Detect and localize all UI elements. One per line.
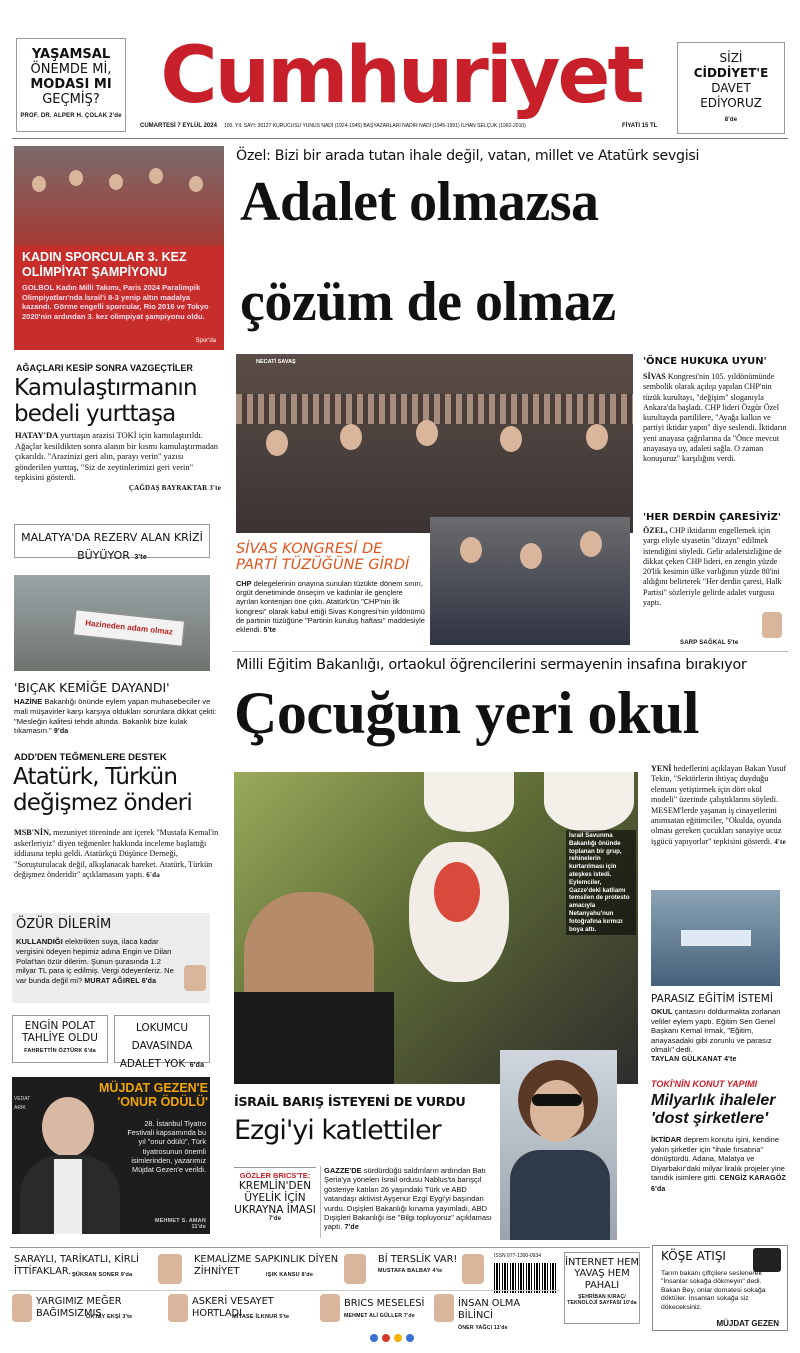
teaser-line: MODASI MI	[30, 77, 112, 92]
sivas-body-block	[236, 579, 426, 635]
brics-kicker: GÖZLER BRICS'TE:	[239, 1171, 311, 1180]
agac-body: yurttaşın arazisi TOKİ için kamulaştırıldı. Ağaçlar kesildikten sonra alanın bir kısmı kamulaştırmadan çıkarıldı. "Arazinizi geri alın, parayı verin" yazısı gönderilen yurttaş, "Siz de zeytinlerimizi geri verin" tepkisini gösterdi.	[15, 430, 218, 483]
masthead-price: FİYATI 15 TL	[622, 123, 658, 129]
bottom-item-byline: ÖNER YAĞCI 11'de	[458, 1325, 508, 1331]
agac-body-block	[15, 430, 221, 494]
engin-byline: FAHRETTİN ÖZTÜRK 6'da	[24, 1048, 96, 1054]
masthead-rule	[12, 138, 788, 139]
author-photo	[762, 612, 782, 638]
poster-face	[424, 772, 514, 832]
ozur-title: ÖZÜR DİLERİM	[16, 917, 112, 932]
lokumcu-title: LOKUMCU DAVASINDA ADALET YOK	[119, 1022, 193, 1070]
ozur-box[interactable]	[12, 913, 210, 1003]
agac-kicker: AĞAÇLARI KESİP SONRA VAZGEÇTİLER	[16, 363, 193, 373]
masthead-date: CUMARTESİ 7 EYLÜL 2024	[140, 123, 217, 129]
sports-photo	[14, 146, 224, 246]
ezgi-kicker: İSRAİL BARIŞ İSTEYENİ DE VURDU	[234, 1095, 466, 1110]
author-photo	[344, 1254, 366, 1284]
protest-banner: Hazineden adam olmaz	[73, 609, 185, 646]
parasiz-byline: TAYLAN GÜLKANAT 4'te	[651, 1055, 737, 1063]
protester-shirt	[234, 992, 394, 1084]
parasiz-title: PARASIZ EĞİTİM İSTEMİ	[651, 993, 773, 1005]
athlete-face	[149, 168, 163, 184]
kadin-ref: Spor'da	[195, 338, 216, 344]
author-photo	[184, 965, 206, 991]
bottom-item-byline: MİYASE İLKNUR 5'te	[232, 1314, 290, 1320]
ezgi-photo	[500, 1050, 617, 1240]
dot-icon	[370, 1334, 378, 1342]
engin-box[interactable]	[12, 1015, 108, 1063]
mujdat-panel[interactable]	[12, 1077, 210, 1234]
red-paint	[434, 862, 480, 922]
teaser-line: DAVET	[711, 81, 751, 95]
ezgi-lead: GAZZE'DE	[324, 1166, 362, 1175]
author-photo	[168, 1294, 188, 1322]
sivas-line-1: SİVAS KONGRESİ DE	[236, 541, 383, 557]
ozur-body: elektrikten suya, ilaca kadar vergisini ödeyen hepimiz adına Engin ve Dilan Polat'tan özür dilerim. Şunun şurasında 1.2 milyar TL para iç edilmiş. Vergi ödeyenleriz. Ne var bunda değil mi?	[16, 937, 174, 986]
author-photo	[12, 1294, 32, 1322]
egitim-title[interactable]: Çocuğun yeri okul	[234, 680, 699, 746]
parasiz-body: çantasını doldurmakta zorlanan veliler eylem yaptı. Eğitim Sen Genel Başkanı Kemal Irmak, "Eğitim, anayasadaki gibi zorunlu ve parasız olmalı" dedi.	[651, 1007, 781, 1055]
sivas-title[interactable]	[236, 541, 428, 573]
bottom-item-title: SARAYLI, TARİKATLI, KİRLİ İTTİFAKLAR...	[14, 1254, 139, 1277]
top-left-teaser[interactable]	[16, 38, 126, 132]
ezgi-face	[530, 1080, 584, 1142]
ezgi-title[interactable]: Ezgi'yi katlettiler	[234, 1115, 441, 1146]
ozur-byline: MURAT AĞIREL 6'da	[84, 978, 157, 986]
egitim-ref: 4'te	[774, 837, 786, 846]
derdin-body-block[interactable]	[643, 526, 788, 608]
parasiz-photo	[651, 890, 780, 986]
teaser-line: SİZİ	[719, 51, 743, 65]
agac-title[interactable]: Kamulaştırmanın bedeli yurttaşa	[14, 375, 197, 427]
egitim-lead: YENİ	[651, 764, 672, 773]
bicak-title: 'BIÇAK KEMİĞE DAYANDI'	[14, 680, 170, 695]
malatya-box[interactable]	[14, 524, 210, 562]
person-face	[500, 426, 522, 452]
malatya-ref: 3'te	[134, 554, 147, 561]
mujdat-body: 28. İstanbul Tiyatro Festivali kapsamında bu yıl "onur ödülü", Türk tiyatrosunun önemli isimlerinden, yazarımız Müjdat Gezen'e verildi.	[127, 1119, 206, 1175]
page-dots	[370, 1334, 430, 1344]
dot-icon	[406, 1334, 414, 1342]
bottom-item-byline: OKTAY EKŞİ 3'te	[86, 1314, 133, 1320]
bottom-item-byline: ŞÜKRAN SONER 9'da	[72, 1272, 133, 1278]
person-face	[586, 424, 608, 450]
teaser-line: CİDDİYET'E	[693, 66, 769, 80]
bottom-item-title: İNSAN OLMA BİLİNCİ	[458, 1298, 521, 1321]
derdin-body: CHP iktidarını engellemek için yargı eliyle siyasetin "dizayn" edilmek istendiğini söyledi. Gelir adaletsizliğine de dikkat çeken CHP lideri, en zengin yüzde 20'lik kesimin ülke varlığının yüzde 80'ini aldığını belirterek "Her derdin çaresi, Halk Partisi" sözleriyle gelirde adalet vurgusu yaptı.	[643, 526, 782, 608]
teaser-line: ÖNEMDE Mİ,	[30, 62, 112, 77]
brics-ref: 7'de	[268, 1216, 282, 1222]
teaser-byline: PROF. DR. ALPER H. ÇOLAK 2'de	[20, 113, 122, 119]
protest-photo	[14, 575, 210, 671]
hukuk-body-block[interactable]	[643, 372, 788, 465]
toki-body: deprem konutu işini, kendine yakın şirketler için "ihale fırsatına" dönüştürdü. Adana, Malatya ve Diyarbakır'daki milyar liralık projeler yine tanıdık isimlere gitti.	[651, 1135, 785, 1183]
hukuk-lead: SİVAS	[643, 372, 666, 381]
bottom-item[interactable]	[36, 1296, 166, 1320]
person-face	[460, 537, 482, 563]
headline-line-2[interactable]: çözüm de olmaz	[240, 271, 616, 333]
lokumcu-ref: 6'da	[189, 1062, 205, 1069]
sivas-lead: CHP	[236, 579, 252, 588]
bottom-item-byline: IŞIK KANSU 8'de	[266, 1272, 314, 1278]
athlete-face	[189, 176, 203, 192]
person-face	[520, 543, 542, 569]
lokumcu-box[interactable]	[114, 1015, 210, 1070]
mujdat-author: VEDAT ARIK	[14, 1096, 31, 1111]
ezgi-body: sürdürdüğü saldırıların ardından Batı Şeria'ya yönelen İsrail ordusu Nablus'ta barışçıl gösteriye katılan 26 yaşındaki Türk ve ABD vatandaşı aktivist Ayşenur Ezgi Eygi'yi başından vurdu. Dışişleri Bakanlığı kınama yayımladı, ABD Dışişleri Bakanlığı ise "Bilgi topluyoruz" açıklaması yaptı.	[324, 1166, 492, 1232]
person-face	[266, 430, 288, 456]
bicak-block[interactable]	[14, 697, 218, 737]
teaser-byline: 8'de	[724, 117, 738, 123]
bicak-body: Bakanlığı önünde eylem yapan muhasebeciler ve mali müşavirler karşı karşıya oldukları sorunlara dikkat çekti: "Mesleğin kalitesi tehdit altında. Bakanlık bize kulak tıkamasın."	[14, 697, 217, 736]
column-rule	[320, 1166, 321, 1238]
bottom-rule	[10, 1290, 560, 1291]
ezgi-shirt	[510, 1150, 610, 1240]
bicak-ref: 9'da	[53, 728, 69, 736]
toki-lead: İKTİDAR	[651, 1135, 682, 1144]
bottom-item[interactable]	[194, 1254, 344, 1278]
teaser-line: GEÇMİŞ?	[42, 92, 100, 107]
kose-byline: MÜJDAT GEZEN	[716, 1319, 779, 1328]
athlete-face	[69, 170, 83, 186]
barcode-block	[494, 1252, 560, 1302]
parasiz-body-block[interactable]	[651, 1007, 787, 1065]
dot-icon	[382, 1334, 390, 1342]
bottom-item-title: KEMALİZME SAPKINLIK DİYEN ZİHNİYET	[194, 1254, 339, 1277]
toki-kicker: TOKİ'NİN KONUT YAPIMI	[651, 1079, 758, 1089]
kadin-title: KADIN SPORCULAR 3. KEZ OLİMPİYAT ŞAMPİYONU	[22, 250, 187, 279]
kadin-body: GOLBOL Kadın Milli Takımı, Paris 2024 Paralimpik Olimpiyatları'nda İsrail'i 8-3 yenip altın madalya kazandı. Görme engelli sporcular, Rio 2016 ve Tokyo 2020'nin ardından 3. kez olimpiyat şampiyonu oldu.	[22, 283, 209, 321]
author-photo	[320, 1294, 340, 1322]
bottom-item[interactable]	[14, 1254, 154, 1278]
brics-body: KREMLİN'DEN ÜYELİK İÇİN UKRAYNA İMASI	[234, 1180, 316, 1216]
internet-byline: ŞEHRİBAN KIRAÇ/ TEKNOLOJİ SAYFASI 10'da	[567, 1294, 637, 1307]
sivas-ref: 5'te	[263, 627, 277, 635]
engin-title: ENGİN POLAT TAHLİYE OLDU	[22, 1020, 98, 1044]
leaders-photo	[430, 517, 630, 645]
bottom-item-title: Bİ TERSLİK VAR!	[378, 1254, 458, 1265]
author-photo	[434, 1294, 454, 1322]
audience-row	[236, 394, 633, 424]
derdin-lead: ÖZEL,	[643, 526, 668, 535]
brics-box[interactable]	[234, 1167, 316, 1237]
athlete-face	[32, 176, 46, 192]
bicak-lead: HAZİNE	[14, 697, 43, 706]
bottom-item[interactable]	[192, 1296, 320, 1320]
bottom-item-title: BRICS MESELESİ	[344, 1298, 425, 1309]
kose-atisi-box[interactable]	[652, 1245, 788, 1331]
sivas-line-2: PARTİ TÜZÜĞÜNE GİRDİ	[236, 557, 410, 573]
mujdat-shirt	[54, 1159, 82, 1234]
derdin-byline: SARP SAĞKAL 5'te	[680, 640, 739, 646]
masthead-title: Cumhuriyet	[160, 31, 642, 121]
kose-body: Tarım bakanı çiftçilere seslenerek "İnsanlar sokağa dökmeyin" dedi. Bakan Bey, onlar domatesi sokağa döktüler. İnsanları sokağa siz dökeceksiniz.	[661, 1270, 766, 1311]
sivas-body: delegelerinin onayına sunulan tüzükte dönem sınırı, örgüt denetiminde önseçim ve kadınlar ile gençlere ayrılan kontenjan öne çıktı. Atatürk'ün "CHP'nin ilk kongresi" olarak kabul ettiği Sivas Kongresi'nin yıldönümü de partinin tüzüğüne "Partinin kuruluş haftası" maddesiyle eklendi.	[236, 579, 425, 635]
hukuk-title: 'ÖNCE HUKUKA UYUN'	[643, 356, 767, 367]
teaser-line: YAŞAMSAL	[31, 47, 111, 62]
dot-icon	[394, 1334, 402, 1342]
kose-cartoon-icon	[753, 1248, 781, 1272]
teaser-line: EDİYORUZ	[700, 96, 762, 110]
sunglasses	[532, 1094, 582, 1106]
israil-caption: İsrail Savunma Bakanlığı önünde toplanan bir grup, rehinelerin kurtarılması için ateşkes istedi. Eylemciler, Gazze'deki katliamı temsilen de protesto amacıyla Netanyahu'nun fotoğrafına kırmızı boya attı.	[566, 830, 636, 935]
masthead-info: 100. YIL SAYI: 36127 KURUCUSU YUNUS NADİ (1924-1945) BAŞYAZARLARI NADİR NADİ (1945-1991) İLHAN SELÇUK (1992-2010)	[224, 123, 526, 129]
poster-face	[544, 772, 634, 832]
add-kicker: ADD'DEN TEĞMENLERE DESTEK	[14, 752, 167, 763]
egitim-body: hedeflerini açıklayan Bakan Yusuf Tekin, "Sektörlerin ihtiyaç duyduğu elemanı yetiştirmek için dört okul modeli" üzerinde çalıştıklarını söyledi. MESEM'lerde yaşanan iş cinayetlerini anımsatan eğitimciler, "Okulda, oyunda olması gereken çocukları sanayiye ucuz işgücü yapıyorlar" tepkisini gösterdi.	[651, 764, 787, 846]
ezgi-ref: 7'de	[344, 1224, 359, 1232]
add-ref: 6'da	[146, 871, 160, 880]
add-body: mezuniyet töreninde ant içerek "Mustafa Kemal'in askerleriyiz" diyen teğmenler hakkında inceleme başlattığı iddiasına tepki geldi. Atatürkçü Düşünce Derneği, "Soruşturulacak değil, alkışlanacak hareket. Atatürk, Türkün değişmez önderidir" açıklamasını yaptı.	[14, 828, 219, 880]
egitim-kicker: Milli Eğitim Bakanlığı, ortaokul öğrencilerini sermayenin insafına bırakıyor	[236, 657, 747, 673]
bottom-item-byline: MEHMET ALİ GÜLLER 7'de	[344, 1313, 415, 1319]
bottom-rule	[10, 1247, 650, 1248]
ezgi-body-block	[324, 1166, 496, 1233]
toki-title[interactable]: Milyarlık ihaleler 'dost şirketlere'	[651, 1092, 776, 1127]
agac-lead: HATAY'DA	[15, 430, 59, 440]
barcode-text: ISSN 977-1300-0934	[494, 1253, 541, 1259]
barcode	[494, 1263, 558, 1293]
add-body-block	[14, 828, 220, 881]
parasiz-lead: OKUL	[651, 1007, 673, 1016]
kurultay-photo	[236, 354, 633, 533]
protest-banner-blue	[681, 930, 751, 946]
add-lead: MSB'NİN,	[14, 828, 52, 837]
bottom-item-title: ASKERİ VESAYET HORTLADI	[192, 1296, 274, 1319]
malatya-text: MALATYA'DA REZERV ALAN KRİZİ BÜYÜYOR	[21, 531, 203, 562]
mujdat-byline: MEHMET S. AMAN 11'de	[154, 1218, 206, 1230]
bottom-item[interactable]	[458, 1298, 558, 1331]
bottom-item-byline: MUSTAFA BALBAY 4'te	[378, 1268, 443, 1274]
mujdat-title: MÜJDAT GEZEN'E 'ONUR ÖDÜLÜ'	[99, 1081, 208, 1109]
kose-title: KÖŞE ATIŞI	[661, 1249, 726, 1263]
photo-credit: NECATİ SAVAŞ	[256, 359, 296, 365]
author-photo	[462, 1254, 484, 1284]
internet-box[interactable]	[564, 1252, 640, 1324]
ozur-lead: KULLANDIĞI	[16, 937, 63, 946]
agac-byline: ÇAĞDAŞ BAYRAKTAR 3'te	[128, 483, 221, 492]
person-face	[340, 424, 362, 450]
toki-byline: CENGİZ KARAGÖZ 6'da	[651, 1175, 786, 1193]
bottom-item-title: YARGIMIZ MEĞER BAĞIMSIZMIŞ	[36, 1296, 122, 1319]
person-face	[416, 420, 438, 446]
bottom-item[interactable]	[344, 1298, 434, 1319]
hukuk-body: Kongresi'nin 105. yıldönümünde sembolik olarak açılışı yapılan CHP'nin tüzük kurultayı, "değişim" sloganıyla Ankara'da başladı. CHP lideri Özgür Özel kurultayda partililere, "Ayağa kalkın ve partiyi iktidar yapın" diye seslendi. İktidarın yeni anayasa çağrılarına da "Önce mevcut anayasaya uy, adaleti sağla. O zaman konuşuruz" karşılığını verdi.	[643, 372, 787, 464]
internet-title: İNTERNET HEM YAVAŞ HEM PAHALI	[565, 1257, 639, 1291]
derdin-title: 'HER DERDİN ÇARESİYİZ'	[643, 512, 781, 523]
toki-body-block	[651, 1135, 787, 1195]
add-title[interactable]: Atatürk, Türkün değişmez önderi	[13, 764, 192, 816]
section-rule	[232, 651, 788, 652]
author-photo	[158, 1254, 182, 1284]
person-face	[580, 531, 602, 557]
ozel-kicker: Özel: Bizi bir arada tutan ihale değil, vatan, millet ve Atatürk sevgisi	[236, 148, 700, 164]
top-right-teaser[interactable]	[677, 42, 785, 134]
headline-line-1[interactable]: Adalet olmazsa	[240, 171, 599, 233]
athlete-face	[109, 174, 123, 190]
kadin-sporcular-panel[interactable]	[14, 146, 224, 350]
egitim-body-block[interactable]	[651, 764, 788, 847]
